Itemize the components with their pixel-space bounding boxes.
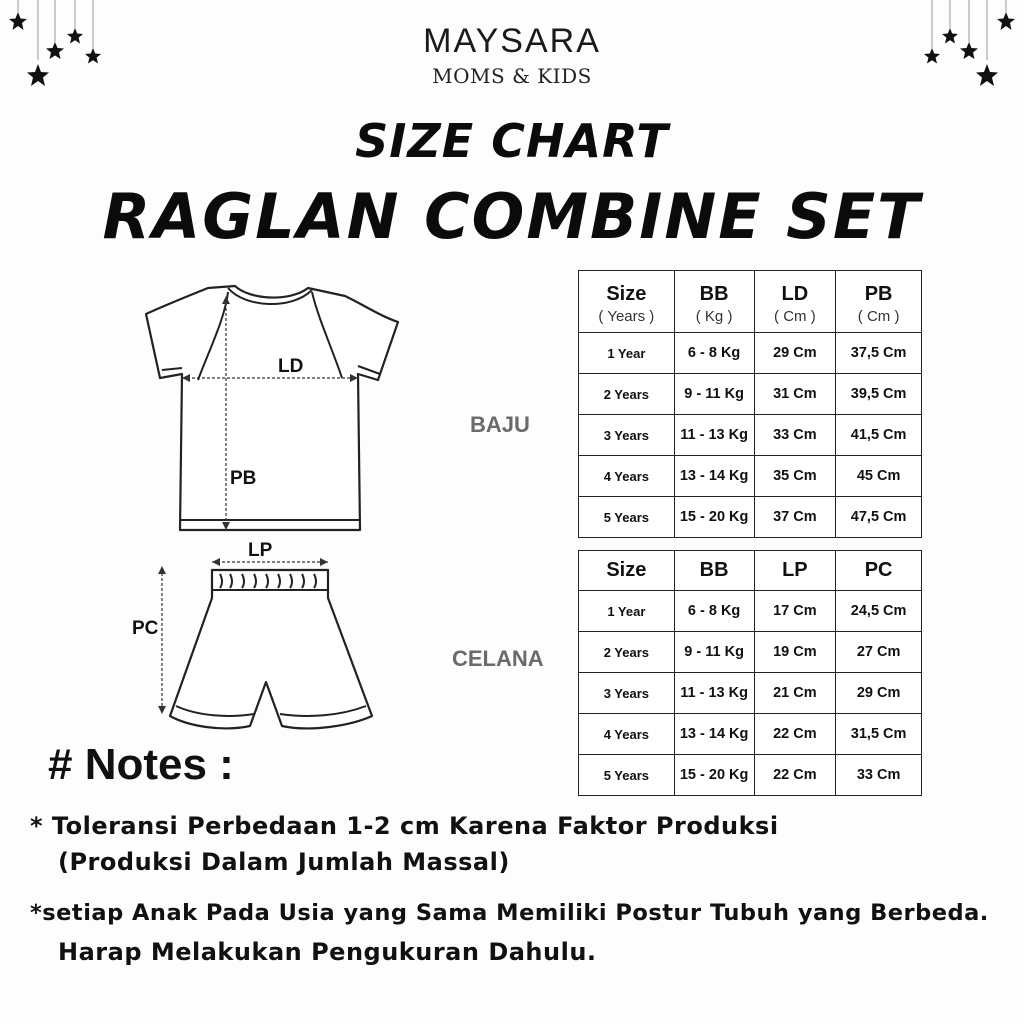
table-row: 1 Year 6 - 8 Kg 17 Cm 24,5 Cm — [579, 591, 922, 632]
shirt-illustration — [140, 278, 410, 538]
header-cell: PC — [836, 551, 922, 591]
pc-label: PC — [132, 618, 159, 639]
table-row: 1 Year 6 - 8 Kg 29 Cm 37,5 Cm — [579, 333, 922, 374]
table-row: 5 Years 15 - 20 Kg 22 Cm 33 Cm — [579, 755, 922, 796]
baju-size-table — [578, 270, 922, 538]
note-2-line-2: Harap Melakukan Pengukuran Dahulu. — [58, 938, 597, 966]
table-row: 4 Years 13 - 14 Kg 22 Cm 31,5 Cm — [579, 714, 922, 755]
header-cell: BB — [674, 551, 754, 591]
header-cell: BB ( Kg ) — [674, 271, 754, 333]
header-cell: Size — [579, 551, 675, 591]
note-2-line-1 — [30, 900, 989, 926]
table-header-row — [579, 271, 922, 333]
page-title: SIZE CHART — [355, 114, 669, 168]
table-row: 2 Years 9 - 11 Kg 19 Cm 27 Cm — [579, 632, 922, 673]
header-cell: LP — [754, 551, 836, 591]
product-title: RAGLAN COMBINE SET — [102, 180, 922, 253]
baju-label: BAJU — [470, 412, 530, 437]
note-text: setiap Anak Pada Usia yang Sama Memiliki Postur Tubuh yang Berbeda. — [42, 900, 989, 926]
table-row: 2 Years 9 - 11 Kg 31 Cm 39,5 Cm — [579, 374, 922, 415]
note-bullet: * — [30, 812, 44, 840]
header-cell: LD ( Cm ) — [754, 271, 836, 333]
celana-label: CELANA — [452, 646, 544, 671]
brand-tagline: MOMS & KIDS — [432, 64, 592, 88]
table-row: 3 Years 11 - 13 Kg 33 Cm 41,5 Cm — [579, 415, 922, 456]
header-cell: PB ( Cm ) — [836, 271, 922, 333]
notes-title: # Notes : — [48, 740, 234, 789]
pants-illustration — [150, 556, 390, 746]
note-text: Toleransi Perbedaan 1-2 cm Karena Faktor Produksi — [51, 812, 779, 840]
note-bullet: * — [30, 900, 43, 926]
header-cell: Size ( Years ) — [579, 271, 675, 333]
table-header-row — [579, 551, 922, 591]
table-row: 3 Years 11 - 13 Kg 21 Cm 29 Cm — [579, 673, 922, 714]
lp-label: LP — [248, 540, 273, 561]
celana-size-table — [578, 550, 922, 796]
pb-label: PB — [230, 468, 257, 489]
table-row: 4 Years 13 - 14 Kg 35 Cm 45 Cm — [579, 456, 922, 497]
table-row: 5 Years 15 - 20 Kg 37 Cm 47,5 Cm — [579, 497, 922, 538]
ld-label: LD — [278, 356, 304, 377]
note-1-line-2: (Produksi Dalam Jumlah Massal) — [58, 848, 510, 876]
note-1-line-1 — [30, 812, 779, 840]
brand-name: MAYSARA — [423, 22, 601, 60]
